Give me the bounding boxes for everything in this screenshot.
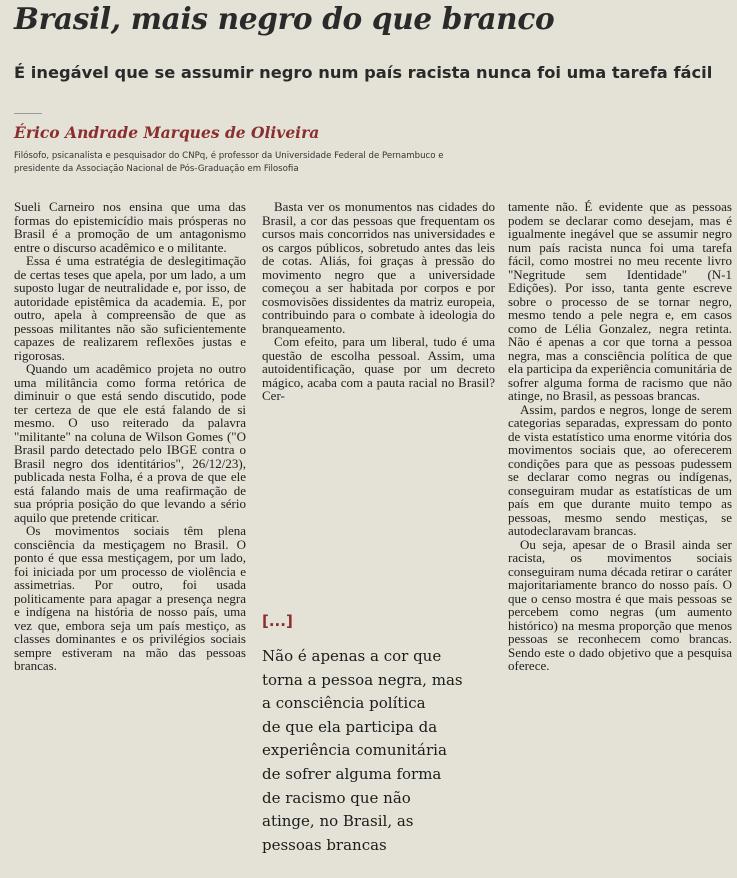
paragraph: Essa é uma estratégia de deslegitimação de certas teses que apela, por um lado, a um suposto lugar de neutralidade e, por isso, de autoridade epistêmica da academia. E, por outro, apela à compreensão de que as pessoas militantes não são suficientemente capazes de realizarem reflexões justas e rigorosas. — [14, 253, 246, 363]
pull-quote-line: a consciência política — [262, 694, 426, 713]
paragraph: Ou seja, apesar de o Brasil ainda ser racista, os movimentos sociais conseguiram numa década retirar o caráter majoritariamente branco do nosso país. O que o censo mostra é que mais pessoas se percebem como negras (um aumento histórico) na mesma proporção que menos pessoas se reconhecem como brancas. Sendo este o dado objetivo que a pesquisa oferece. — [508, 536, 732, 673]
pull-quote-line: de que ela participa da — [262, 717, 438, 736]
pull-quote-line: Não é apenas a cor que — [262, 647, 442, 665]
paragraph: Quando um acadêmico projeta no outro uma militância como forma retórica de diminuir o que está sendo discutido, pode ter certeza de que ele está falando de si mesmo. O uso reiterado da palavra "militante" na coluna de Wilson Gomes ("O Brasil pardo detectado pelo IBGE contra o Brasil negro dos identitários", 26/12/23), publicada nesta Folha, é a prova de que ele está falando mais de uma reafirmação de sua própria posição do que levando a sério aquilo que pretende criticar. — [14, 361, 246, 525]
pull-quote-line: experiência comunitária — [262, 741, 447, 760]
pull-quote-line: pessoas brancas — [262, 835, 387, 854]
article-subtitle: É inegável que se assumir negro num país racista nunca foi uma tarefa fácil — [14, 63, 713, 82]
pull-quote-line: atinge, no Brasil, as — [262, 812, 414, 831]
article-column-1 — [14, 200, 246, 673]
paragraph: Basta ver os monumentos nas cidades do Brasil, a cor das pessoas que frequentam os cursos mais concorridos nas universidades e os cargos públicos, sobretudo antes das leis de cotas. Aliás, foi graças à pressão do movimento negro que a universidade começou a ser habitada por corpos e por cosmovisões dissidentes da matriz europeia, contribuindo para o combate à ideologia do branqueamento. — [262, 199, 495, 336]
byline-rule — [14, 113, 42, 114]
pull-quote — [262, 645, 498, 857]
article-column-3 — [508, 200, 732, 673]
paragraph: Assim, pardos e negros, longe de serem categorias separadas, expressam do ponto de vista estatístico uma enorme vitória dos movimentos sociais que, ao oferecerem condições para que as pessoas pudessem se declarar como negras ou indígenas, conseguiram mudar as estatísticas de um país em que durante muito tempo as pessoas, mesmo sendo mestiças, se autodeclaravam brancas. — [508, 401, 732, 538]
paragraph: tamente não. É evidente que as pessoas podem se declarar como desejam, mas é igualmente inegável que se assumir negro num país racista nunca foi uma tarefa fácil, como mostrei no meu recente livro "Negritude sem Identidade" (N-1 Edições). Por isso, tanta gente escreve sobre o processo de se tornar negro, mesmo tendo a pele negra e, em casos como de Lélia Gonzalez, negra retinta. Não é apenas a cor que torna a pessoa negra, mas a consciência política de que ela participa da experiência comunitária de sofrer alguma forma de racismo que não atinge, no Brasil, as pessoas brancas. — [508, 199, 732, 403]
pull-quote-line: torna a pessoa negra, mas — [262, 670, 463, 689]
omitted-text-marker: [...] — [262, 612, 293, 630]
article-column-2 — [262, 200, 495, 403]
pull-quote-line: de sofrer alguma forma — [262, 764, 442, 783]
author-name: Érico Andrade Marques de Oliveira — [14, 123, 320, 142]
article-title: Brasil, mais negro do que branco — [14, 1, 555, 36]
author-bio: Filósofo, psicanalista e pesquisador do CNPq, é professor da Universidade Federal de Pernambuco e presidente da Associação Nacional de Pós-Graduação em Filosofia — [14, 151, 444, 174]
paragraph: Com efeito, para um liberal, tudo é uma questão de escolha pessoal. Assim, uma autoidentificação, quase por um decreto mágico, acaba com a pauta racial no Brasil? Cer- — [262, 334, 495, 403]
paragraph: Os movimentos sociais têm plena consciência da mestiçagem no Brasil. O ponto é que essa mestiçagem, por um lado, foi iniciada por um processo de violência e assimetrias. Por outro, foi usada politicamente para apagar a presença negra e indígena na história de nosso país, uma vez que, embora seja um país mestiço, as classes dominantes e os privilégios sociais sempre estiveram na mão das pessoas brancas. — [14, 523, 246, 673]
paragraph: Sueli Carneiro nos ensina que uma das formas do epistemicídio mais prósperas no Brasil é a promoção de um antagonismo entre o discurso acadêmico e o militante. — [14, 199, 246, 255]
pull-quote-line: de racismo que não — [262, 788, 411, 807]
